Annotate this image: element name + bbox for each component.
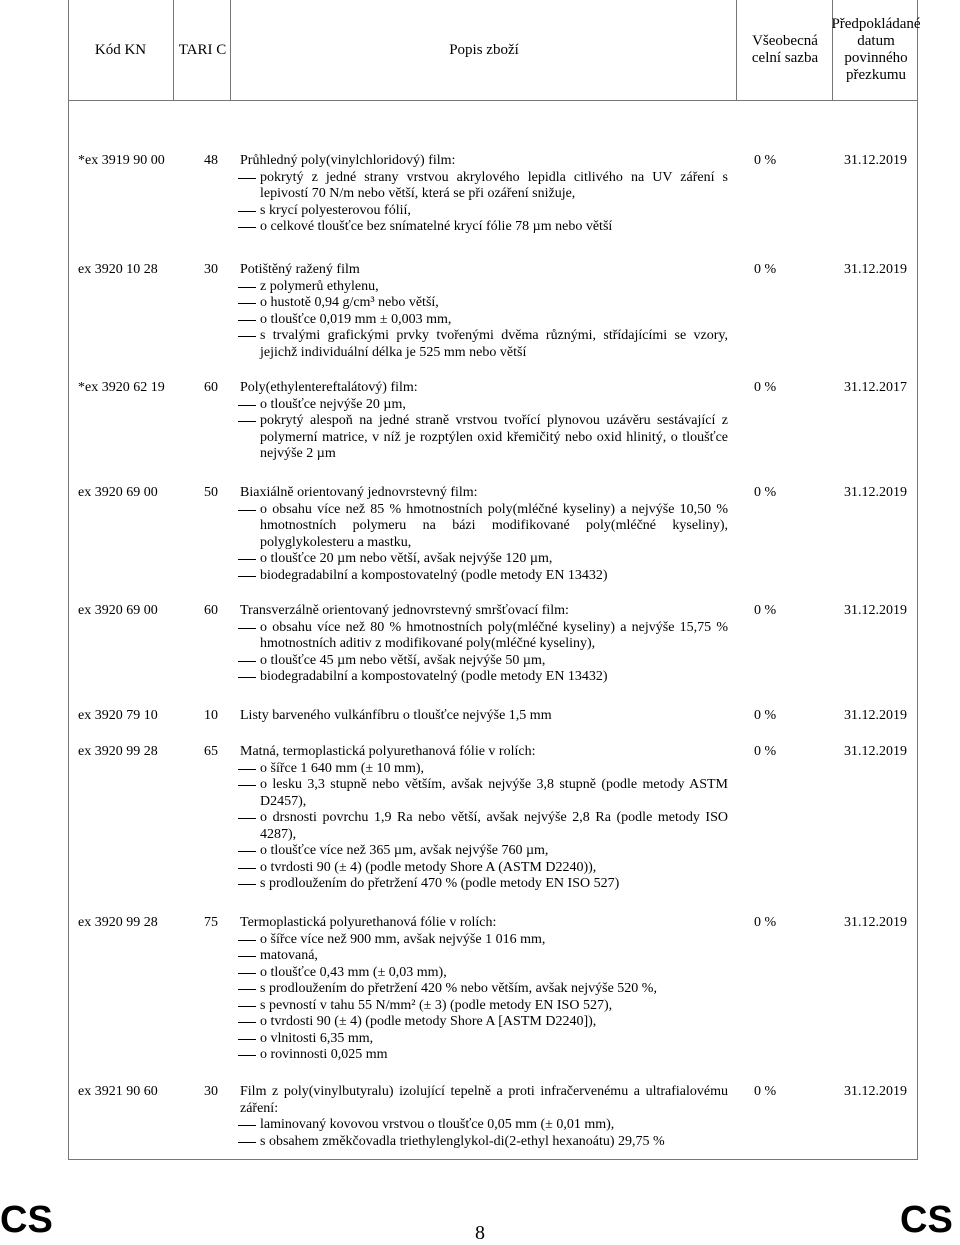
review-date: 31.12.2019 (844, 603, 907, 618)
description-title: Film z poly(vinylbutyralu) izolující tepelně a proti infračervenému a ultrafialovému záření: (240, 1084, 728, 1116)
header-popis: Popis zboží (449, 41, 519, 58)
tari-code: 30 (204, 1084, 218, 1099)
column-divider (736, 0, 737, 100)
description (240, 380, 728, 463)
kn-code: *ex 3919 90 00 (78, 153, 165, 168)
review-date: 31.12.2017 (844, 380, 907, 395)
description (240, 603, 728, 686)
language-mark-left: CS (0, 1199, 53, 1241)
duty-rate: 0 % (754, 603, 777, 618)
description-title: Biaxiálně orientovaný jednovrstevný film: (240, 485, 478, 500)
description-item: o hustotě 0,94 g/cm³ nebo větší, (240, 295, 728, 312)
duty-rate: 0 % (754, 744, 777, 759)
description-item: s prodloužením do přetržení 420 % nebo větším, avšak nejvýše 520 %, (240, 981, 728, 998)
description-item: matovaná, (240, 948, 728, 965)
description-item: z polymerů ethylenu, (240, 279, 728, 296)
description-item: s krycí polyesterovou fólií, (240, 203, 728, 220)
tari-code: 65 (204, 744, 218, 759)
review-date: 31.12.2019 (844, 744, 907, 759)
description-item: o tvrdosti 90 (± 4) (podle metody Shore A [ASTM D2240]), (240, 1014, 728, 1031)
language-mark-right: CS (900, 1199, 953, 1241)
duty-rate: 0 % (754, 915, 777, 930)
description-item: s prodloužením do přetržení 470 % (podle metody EN ISO 527) (240, 876, 728, 893)
description (240, 915, 728, 1064)
description (240, 262, 728, 361)
description (240, 708, 728, 725)
description-title: Termoplastická polyurethanová fólie v rolích: (240, 915, 497, 930)
header-datum: Předpokládané datum povinného přezkumu (831, 16, 921, 83)
description-item: s pevností v tahu 55 N/mm² (± 3) (podle metody EN ISO 527), (240, 998, 728, 1015)
description-item: s obsahem změkčovadla triethylenglykol-di(2-ethyl hexanoátu) 29,75 % (240, 1134, 728, 1151)
kn-code: ex 3920 99 28 (78, 744, 158, 759)
description-item: o drsnosti povrchu 1,9 Ra nebo větší, avšak nejvýše 2,8 Ra (podle metody ISO 4287), (240, 810, 728, 843)
kn-code: ex 3920 99 28 (78, 915, 158, 930)
description-item: o tloušťce 45 µm nebo větší, avšak nejvýše 50 µm, (240, 653, 728, 670)
kn-code: ex 3921 90 60 (78, 1084, 158, 1099)
duty-rate: 0 % (754, 262, 777, 277)
description-item: o lesku 3,3 stupně nebo větším, avšak nejvýše 3,8 stupně (podle metody ASTM D2457), (240, 777, 728, 810)
description-title: Transverzálně orientovaný jednovrstevný smršťovací film: (240, 603, 569, 618)
description-item: o rovinnosti 0,025 mm (240, 1047, 728, 1064)
tari-code: 48 (204, 153, 218, 168)
review-date: 31.12.2019 (844, 708, 907, 723)
description (240, 1084, 728, 1150)
description-item: s trvalými grafickými prvky tvořenými dvěma různými, střídajícími se vzory, jejichž individuální délka je 525 mm nebo větší (240, 328, 728, 361)
duty-rate: 0 % (754, 153, 777, 168)
description-item: pokrytý alespoň na jedné straně vrstvou tvořící plynovou uzávěru sestávající z polymerní matrice, v níž je rozptýlen oxid křemičitý nebo oxid hlinitý, o tloušťce nejvýše 2 µm (240, 413, 728, 463)
description-item: pokrytý z jedné strany vrstvou akrylového lepidla citlivého na UV záření s lepivostí 70 N/m nebo větší, která se při ozáření snižuje, (240, 170, 728, 203)
duty-rate: 0 % (754, 708, 777, 723)
description-item: o obsahu více než 85 % hmotnostních poly(mléčné kyseliny) a nejvýše 10,50 % hmotnostních polymeru na bázi modifikované poly(mléčné kyseliny), polyglykolesteru a mastku, (240, 502, 728, 552)
description-title: Průhledný poly(vinylchloridový) film: (240, 153, 456, 168)
description-item: biodegradabilní a kompostovatelný (podle metody EN 13432) (240, 669, 728, 686)
header-divider (68, 100, 918, 101)
header-tari-c: TARI C (178, 41, 227, 58)
description-item: o tloušťce 20 µm nebo větší, avšak nejvýše 120 µm, (240, 551, 728, 568)
review-date: 31.12.2019 (844, 915, 907, 930)
description-item: o šířce více než 900 mm, avšak nejvýše 1 016 mm, (240, 932, 728, 949)
tari-code: 75 (204, 915, 218, 930)
tari-code: 60 (204, 603, 218, 618)
description (240, 744, 728, 893)
header-sazba: Všeobecná celní sazba (751, 33, 819, 66)
column-divider (230, 0, 231, 100)
page-number: 8 (475, 1222, 485, 1244)
kn-code: ex 3920 69 00 (78, 603, 158, 618)
description-item: o tloušťce 0,43 mm (± 0,03 mm), (240, 965, 728, 982)
description (240, 485, 728, 584)
description-title: Potištěný ražený film (240, 262, 360, 277)
description-item: o tloušťce více než 365 µm, avšak nejvýše 760 µm, (240, 843, 728, 860)
description-title: Listy barveného vulkánfíbru o tloušťce nejvýše 1,5 mm (240, 708, 552, 723)
description-title: Poly(ethylentereftalátový) film: (240, 380, 418, 395)
tari-code: 10 (204, 708, 218, 723)
kn-code: *ex 3920 62 19 (78, 380, 165, 395)
description-title: Matná, termoplastická polyurethanová fólie v rolích: (240, 744, 536, 759)
description-item: o tvrdosti 90 (± 4) (podle metody Shore A (ASTM D2240)), (240, 860, 728, 877)
description-item: o obsahu více než 80 % hmotnostních poly(mléčné kyseliny) a nejvýše 15,75 % hmotnostních aditiv z modifikované poly(mléčné kyseliny), (240, 620, 728, 653)
duty-rate: 0 % (754, 485, 777, 500)
duty-rate: 0 % (754, 380, 777, 395)
description-item: o tloušťce 0,019 mm ± 0,003 mm, (240, 312, 728, 329)
tari-code: 30 (204, 262, 218, 277)
tari-code: 60 (204, 380, 218, 395)
kn-code: ex 3920 79 10 (78, 708, 158, 723)
tari-code: 50 (204, 485, 218, 500)
description-item: o celkové tloušťce bez snímatelné krycí fólie 78 µm nebo větší (240, 219, 728, 236)
review-date: 31.12.2019 (844, 1084, 907, 1099)
description-item: biodegradabilní a kompostovatelný (podle metody EN 13432) (240, 568, 728, 585)
kn-code: ex 3920 69 00 (78, 485, 158, 500)
duty-rate: 0 % (754, 1084, 777, 1099)
review-date: 31.12.2019 (844, 262, 907, 277)
description-item: laminovaný kovovou vrstvou o tloušťce 0,05 mm (± 0,01 mm), (240, 1117, 728, 1134)
description-item: o šířce 1 640 mm (± 10 mm), (240, 761, 728, 778)
kn-code: ex 3920 10 28 (78, 262, 158, 277)
header-kod-kn: Kód KN (94, 41, 147, 58)
review-date: 31.12.2019 (844, 485, 907, 500)
description (240, 153, 728, 236)
column-divider (173, 0, 174, 100)
review-date: 31.12.2019 (844, 153, 907, 168)
description-item: o vlnitosti 6,35 mm, (240, 1031, 728, 1048)
description-item: o tloušťce nejvýše 20 µm, (240, 397, 728, 414)
